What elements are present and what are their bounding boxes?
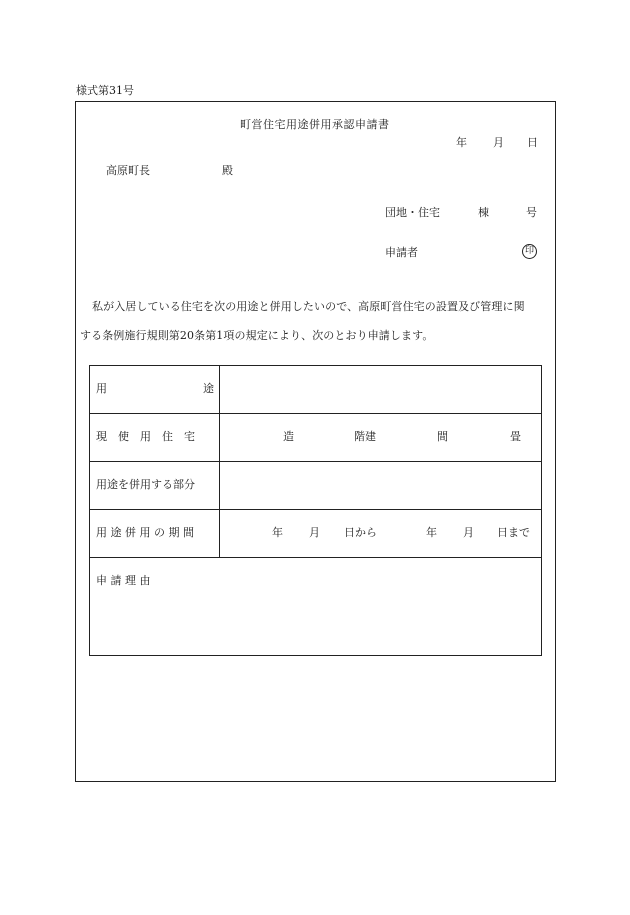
application-details-table xyxy=(89,365,542,656)
body-text-line-1: 私が入居している住宅を次の用途と併用したいので、高原町営住宅の設置及び管理に関 xyxy=(92,300,525,313)
date-year: 年 xyxy=(456,136,467,149)
structure-type-label: 造 xyxy=(283,430,294,443)
table-row-period xyxy=(90,510,541,558)
current-housing-label: 現 使 用 住 宅 xyxy=(96,430,195,443)
body-text-line-2: する条例施行規則第20条第1項の規定により、次のとおり申請します。 xyxy=(80,329,434,342)
seal-mark: 印 xyxy=(522,244,537,259)
form-number: 様式第31号 xyxy=(76,84,134,97)
table-row-reason xyxy=(90,558,541,655)
document-title: 町営住宅用途併用承認申請書 xyxy=(240,118,390,131)
floors-label: 階建 xyxy=(354,430,376,443)
period-to-year: 年 xyxy=(426,526,437,539)
purpose-label-left: 用 xyxy=(96,382,107,395)
applicant-label: 申請者 xyxy=(385,246,418,259)
date-day: 日 xyxy=(527,136,538,149)
period-to-day: 日まで xyxy=(497,526,530,539)
table-row-current-housing xyxy=(90,414,541,462)
period-to-month: 月 xyxy=(463,526,474,539)
tatami-label: 畳 xyxy=(510,430,521,443)
building-label: 棟 xyxy=(478,206,489,219)
period-from-year: 年 xyxy=(272,526,283,539)
addressee-name: 高原町長 xyxy=(106,164,150,177)
period-from-day: 日から xyxy=(344,526,377,539)
addressee-honorific: 殿 xyxy=(222,164,233,177)
unit-number-label: 号 xyxy=(526,206,537,219)
reason-label: 申 請 理 由 xyxy=(96,574,151,587)
period-label: 用 途 併 用 の 期 間 xyxy=(96,526,194,539)
purpose-label-right: 途 xyxy=(203,382,214,395)
table-row-shared-part xyxy=(90,462,541,510)
rooms-label: 間 xyxy=(437,430,448,443)
table-row-purpose xyxy=(90,366,541,414)
estate-housing-label: 団地・住宅 xyxy=(385,206,440,219)
period-from-month: 月 xyxy=(309,526,320,539)
shared-part-label: 用途を併用する部分 xyxy=(96,478,195,491)
date-month: 月 xyxy=(493,136,504,149)
